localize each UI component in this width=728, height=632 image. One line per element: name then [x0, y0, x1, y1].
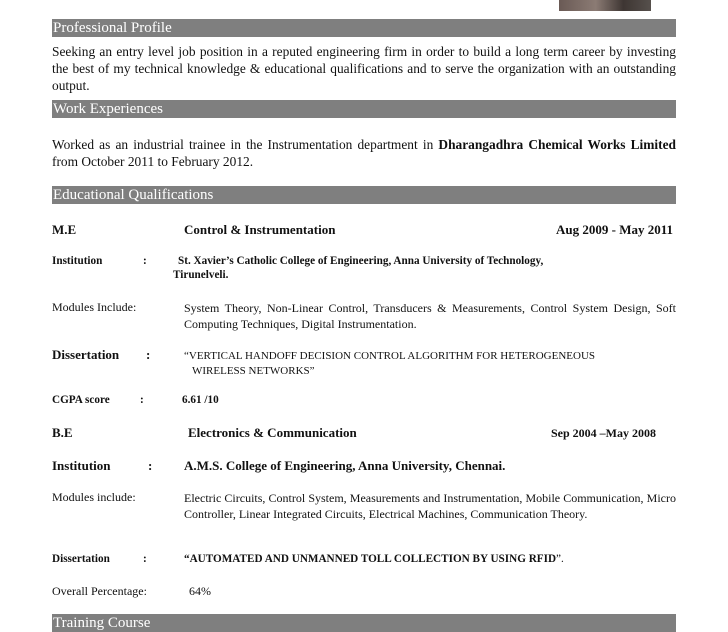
be-modules-text: Electric Circuits, Control System, Measurements and Instrumentation, Mobile Communication, Micro Controller, Linear Integrated Circuits, Electrical Machines, Communication Theory.	[184, 491, 676, 521]
work-text-before: Worked as an industrial trainee in the Instrumentation department in	[52, 137, 439, 152]
be-dissertation-colon: :	[143, 553, 147, 565]
be-degree: B.E	[52, 425, 73, 440]
be-percentage-value: 64%	[189, 584, 211, 598]
work-company: Dharangadhra Chemical Works Limited	[438, 137, 677, 152]
me-branch: Control & Instrumentation	[184, 222, 336, 237]
be-period: Sep 2004 –May 2008	[551, 426, 656, 440]
me-period: Aug 2009 - May 2011	[556, 222, 673, 237]
be-institution-label: Institution	[52, 458, 111, 473]
work-experience-text	[52, 136, 676, 170]
me-institution-colon: :	[143, 255, 147, 267]
me-cgpa-label: CGPA score	[52, 394, 110, 406]
be-dissertation-text: “AUTOMATED AND UNMANNED TOLL COLLECTION BY USING RFID	[184, 553, 557, 565]
profile-photo	[559, 0, 651, 11]
me-dissertation-colon: :	[146, 347, 151, 362]
me-cgpa-value: 6.61 /10	[182, 394, 219, 406]
me-modules-text: System Theory, Non-Linear Control, Transducers & Measurements, Control System Design, Soft Computing Techniques, Digital Instrumentation.	[184, 301, 676, 331]
section-heading-professional-profile: Professional Profile	[52, 19, 676, 37]
work-text-after: from October 2011 to February 2012.	[52, 154, 254, 169]
me-institution-line1: St. Xavier’s Catholic College of Engineering, Anna University of Technology,	[178, 255, 544, 267]
be-institution-colon: :	[148, 458, 153, 473]
be-institution: A.M.S. College of Engineering, Anna University, Chennai.	[184, 458, 506, 473]
be-dissertation-end: ”.	[556, 553, 564, 565]
section-heading-educational-qualifications: Educational Qualifications	[52, 186, 676, 204]
be-dissertation-title	[184, 553, 564, 565]
me-dissertation-line1: “VERTICAL HANDOFF DECISION CONTROL ALGORITHM FOR HETEROGENEOUS	[184, 350, 596, 362]
me-cgpa-colon: :	[140, 394, 144, 406]
me-dissertation-label: Dissertation	[52, 347, 120, 362]
me-dissertation-line2: WIRELESS NETWORKS”	[192, 365, 315, 377]
profile-summary: Seeking an entry level job position in a reputed engineering firm in order to build a long term career by investing the best of my technical knowledge & educational qualifications and to serve the organization with an outstanding output.	[52, 44, 676, 93]
be-modules-label: Modules include:	[52, 490, 136, 504]
be-branch: Electronics & Communication	[188, 425, 357, 440]
me-dissertation-title	[184, 349, 676, 379]
be-dissertation-label: Dissertation	[52, 553, 110, 565]
me-institution-label: Institution	[52, 255, 103, 267]
me-degree: M.E	[52, 222, 77, 237]
section-heading-training-course: Training Course	[52, 614, 676, 632]
be-percentage-label: Overall Percentage:	[52, 584, 147, 598]
me-institution-line2: Tirunelveli.	[173, 269, 229, 281]
section-heading-work-experiences: Work Experiences	[52, 100, 676, 118]
me-modules-label: Modules Include:	[52, 300, 137, 314]
